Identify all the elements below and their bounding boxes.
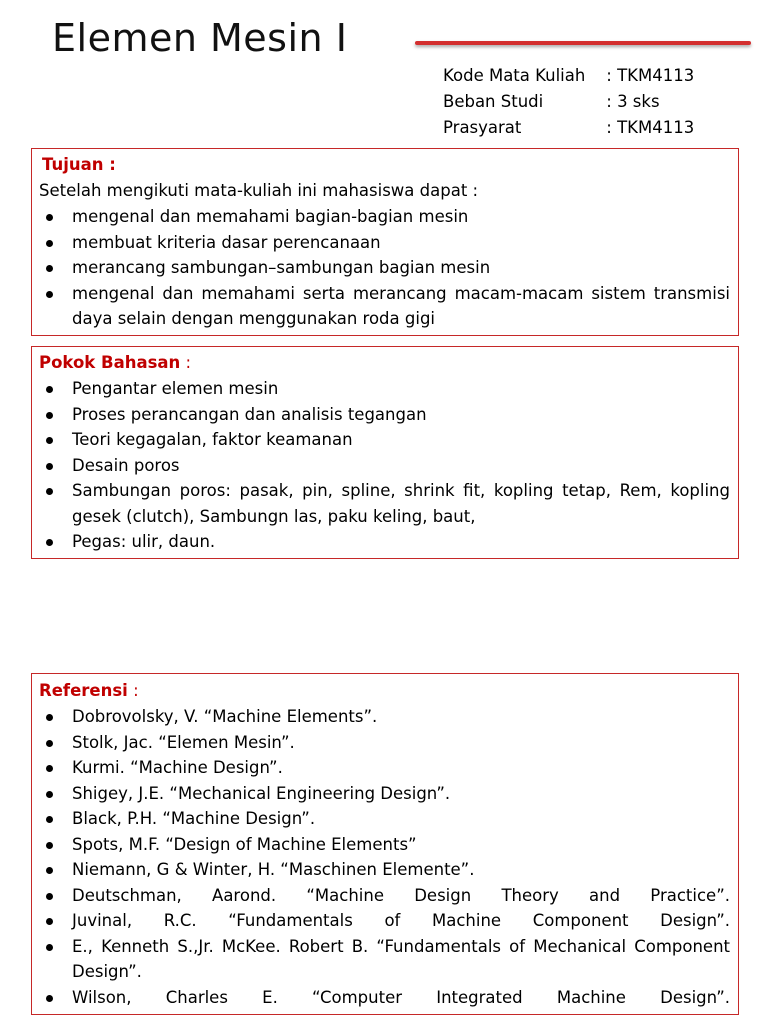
course-code-value: TKM4113 xyxy=(617,66,695,85)
course-load-separator: : xyxy=(601,92,618,111)
list-item: mengenal dan memahami bagian-bagian mesin xyxy=(38,204,730,230)
bullet-icon xyxy=(46,437,53,444)
list-item: membuat kriteria dasar perencanaan xyxy=(38,230,730,256)
bullet-icon xyxy=(46,842,53,849)
course-prereq-value: TKM4113 xyxy=(617,118,695,137)
referensi-heading-colon: : xyxy=(127,681,139,700)
pokok-bahasan-heading xyxy=(38,350,730,376)
bullet-icon xyxy=(46,214,53,221)
bullet-icon xyxy=(46,488,53,495)
list-item: Niemann, G & Winter, H. “Maschinen Elemente”. xyxy=(38,857,730,883)
bullet-icon xyxy=(46,386,53,393)
bullet-icon xyxy=(46,791,53,798)
tujuan-section xyxy=(31,148,739,336)
bullet-icon xyxy=(46,412,53,419)
list-item: Sambungan poros: pasak, pin, spline, shrink fit, kopling tetap, Rem, kopling gesek (clutch), Sambungn las, paku keling, baut, xyxy=(38,478,730,529)
course-code-separator: : xyxy=(601,66,618,85)
course-load-value: 3 sks xyxy=(617,92,660,111)
course-prereq-label: Prasyarat xyxy=(443,118,522,137)
referensi-list xyxy=(38,704,730,1010)
page-title: Elemen Mesin I xyxy=(52,16,348,60)
bullet-icon xyxy=(46,265,53,272)
course-load-label: Beban Studi xyxy=(443,92,544,111)
referensi-section xyxy=(31,673,739,1015)
pokok-bahasan-section xyxy=(31,346,739,559)
bullet-icon xyxy=(46,765,53,772)
pokok-bahasan-heading-colon: : xyxy=(180,353,192,372)
referensi-heading xyxy=(38,678,730,704)
list-item: Proses perancangan dan analisis tegangan xyxy=(38,402,730,428)
course-prereq-separator: : xyxy=(601,118,618,137)
list-item: Pengantar elemen mesin xyxy=(38,376,730,402)
bullet-icon xyxy=(46,918,53,925)
pokok-bahasan-list xyxy=(38,376,730,555)
list-item: Black, P.H. “Machine Design”. xyxy=(38,806,730,832)
course-prereq-row xyxy=(443,115,694,141)
list-item: mengenal dan memahami serta merancang macam-macam sistem transmisi daya selain dengan menggunakan roda gigi xyxy=(38,281,730,332)
bullet-icon xyxy=(46,893,53,900)
bullet-icon xyxy=(46,463,53,470)
bullet-icon xyxy=(46,291,53,298)
bullet-icon xyxy=(46,240,53,247)
list-item: Spots, M.F. “Design of Machine Elements” xyxy=(38,832,730,858)
course-code-row xyxy=(443,63,694,89)
list-item: Desain poros xyxy=(38,453,730,479)
list-item: Pegas: ulir, daun. xyxy=(38,529,730,555)
bullet-icon xyxy=(46,740,53,747)
list-item: E., Kenneth S.,Jr. McKee. Robert B. “Fundamentals of Mechanical Component Design”. xyxy=(38,934,730,985)
list-item: Deutschman, Aarond. “Machine Design Theory and Practice”. xyxy=(38,883,730,909)
title-accent-line xyxy=(415,41,751,45)
bullet-icon xyxy=(46,995,53,1002)
course-info xyxy=(443,63,694,141)
tujuan-intro: Setelah mengikuti mata-kuliah ini mahasiswa dapat : xyxy=(39,181,479,200)
bullet-icon xyxy=(46,944,53,951)
referensi-heading-text: Referensi xyxy=(39,681,128,700)
list-item: Juvinal, R.C. “Fundamentals of Machine Component Design”. xyxy=(38,908,730,934)
bullet-icon xyxy=(46,714,53,721)
tujuan-heading xyxy=(38,152,730,178)
list-item: Teori kegagalan, faktor keamanan xyxy=(38,427,730,453)
list-item: Kurmi. “Machine Design”. xyxy=(38,755,730,781)
list-item: Dobrovolsky, V. “Machine Elements”. xyxy=(38,704,730,730)
bullet-icon xyxy=(46,539,53,546)
tujuan-heading-text: Tujuan : xyxy=(42,155,116,174)
bullet-icon xyxy=(46,816,53,823)
course-code-label: Kode Mata Kuliah xyxy=(443,66,586,85)
course-load-row xyxy=(443,89,694,115)
bullet-icon xyxy=(46,867,53,874)
tujuan-list xyxy=(38,204,730,332)
list-item: Stolk, Jac. “Elemen Mesin”. xyxy=(38,730,730,756)
pokok-bahasan-heading-text: Pokok Bahasan xyxy=(39,353,181,372)
list-item: merancang sambungan–sambungan bagian mesin xyxy=(38,255,730,281)
list-item: Shigey, J.E. “Mechanical Engineering Design”. xyxy=(38,781,730,807)
list-item: Wilson, Charles E. “Computer Integrated Machine Design”. xyxy=(38,985,730,1011)
